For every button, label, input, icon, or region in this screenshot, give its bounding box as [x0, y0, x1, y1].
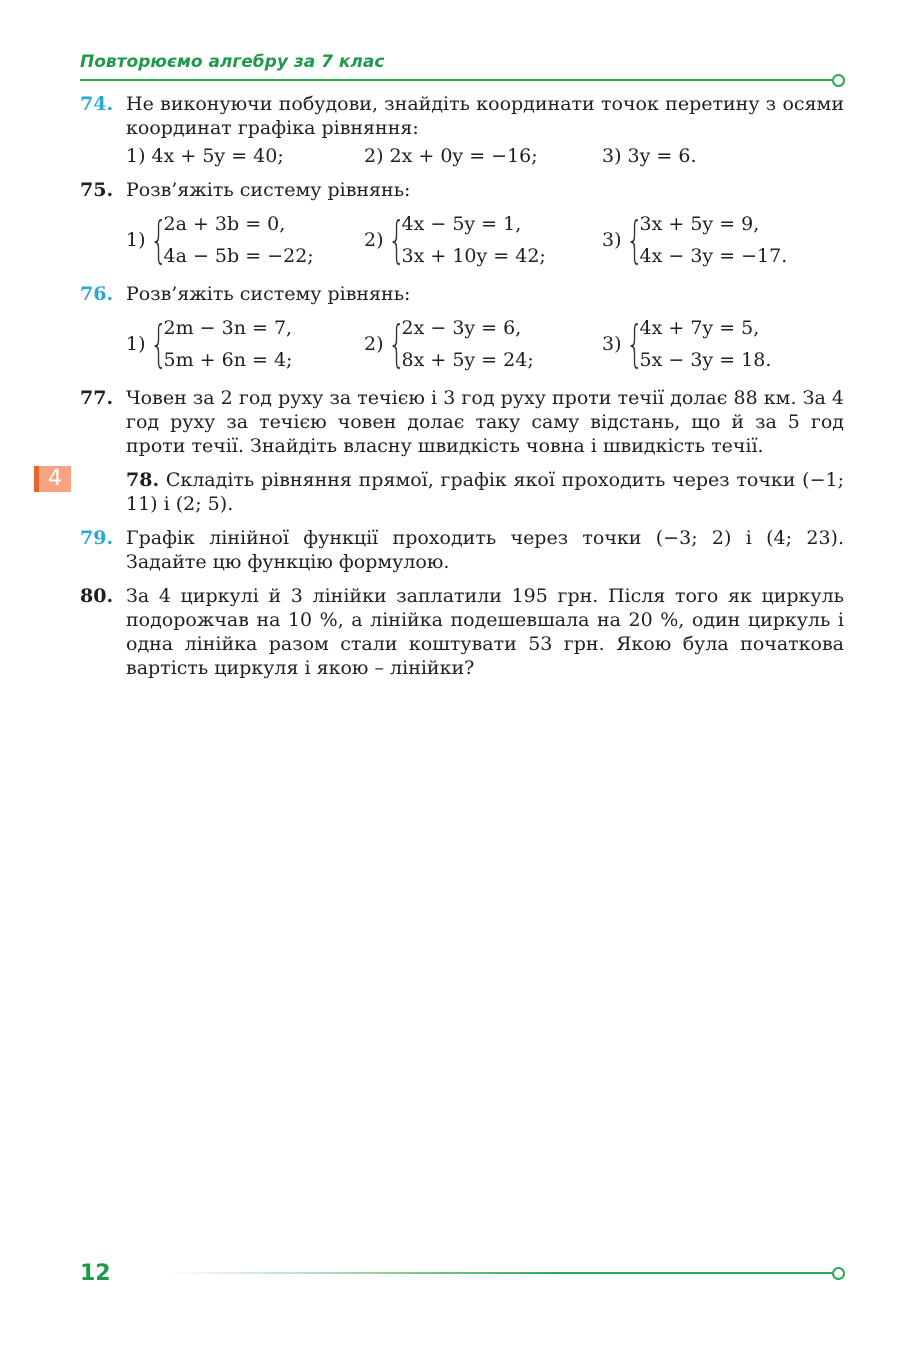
- option: 3) 3y = 6.: [602, 145, 697, 167]
- equation: 5m + 6n = 4;: [163, 349, 293, 371]
- task-text: [126, 468, 844, 516]
- system-label: 2): [364, 333, 384, 355]
- task-text: Графік лінійної функції проходить через точки (−3; 2) і (4; 23). Задайте цю функцію формулою.: [126, 527, 844, 573]
- task-text: Не виконуючи побудови, знайдіть координати точок перетину з осями координат графіка рівняння:: [126, 93, 844, 139]
- equation-system: [126, 208, 364, 272]
- task-78: [48, 466, 844, 516]
- equation: 4x + 7y = 5,: [639, 317, 760, 339]
- exercise-list: [48, 92, 844, 690]
- brace-icon: {: [149, 315, 168, 373]
- equation: 4x − 3y = −17.: [639, 245, 788, 267]
- task-77: [80, 386, 844, 458]
- system-label: 1): [126, 229, 146, 251]
- equation: 2m − 3n = 7,: [163, 317, 293, 339]
- task-number: 80.: [80, 585, 114, 607]
- page-header-title: Повторюємо алгебру за 7 клас: [80, 52, 385, 72]
- task-number: 74.: [80, 93, 114, 115]
- equation: 8x + 5y = 24;: [401, 349, 534, 371]
- header-ring-icon: [832, 74, 845, 87]
- task-number: 76.: [80, 283, 114, 305]
- equation-system: [602, 312, 840, 376]
- equation: 2a + 3b = 0,: [163, 213, 286, 235]
- equation: 3x + 10y = 42;: [401, 245, 546, 267]
- brace-icon: {: [387, 315, 406, 373]
- task-number: 75.: [80, 179, 114, 201]
- option: 2) 2x + 0y = −16;: [364, 145, 538, 167]
- task-76: [80, 282, 844, 376]
- footer-ring-icon: [832, 1267, 845, 1280]
- equation: 3x + 5y = 9,: [639, 213, 760, 235]
- equation: 2x − 3y = 6,: [401, 317, 522, 339]
- task-text: За 4 циркулі й 3 лінійки заплатили 195 грн. Після того як циркуль подорожчав на 10 %, а лінійка подешевшала на 20 %, один циркуль і одна лінійка разом стали коштувати 53 грн. Якою була початкова вартість циркуля і якою – лінійки?: [126, 585, 844, 679]
- task-number: 77.: [80, 387, 114, 409]
- header-rule: [80, 79, 832, 81]
- task-75: [80, 178, 844, 272]
- system-row: [126, 208, 844, 272]
- task-number: 79.: [80, 527, 114, 549]
- brace-icon: {: [387, 211, 406, 269]
- task-options: [126, 144, 844, 168]
- equation-system: [364, 312, 602, 376]
- system-label: 2): [364, 229, 384, 251]
- task-80: [80, 584, 844, 680]
- page-number: 12: [80, 1261, 111, 1286]
- task-text: Розв’яжіть систему рівнянь:: [126, 283, 411, 305]
- footer-rule: [165, 1272, 832, 1274]
- system-label: 1): [126, 333, 146, 355]
- brace-icon: {: [149, 211, 168, 269]
- option: 1) 4x + 5y = 40;: [126, 145, 284, 167]
- system-label: 3): [602, 229, 622, 251]
- task-74: [80, 92, 844, 168]
- equation-system: [364, 208, 602, 272]
- system-row: [126, 312, 844, 376]
- equation: 5x − 3y = 18.: [639, 349, 772, 371]
- equation: 4a − 5b = −22;: [163, 245, 314, 267]
- task-text: Розв’яжіть систему рівнянь:: [126, 179, 411, 201]
- brace-icon: {: [625, 211, 644, 269]
- equation-system: [126, 312, 364, 376]
- system-label: 3): [602, 333, 622, 355]
- difficulty-level-badge: 4: [34, 466, 71, 492]
- brace-icon: {: [625, 315, 644, 373]
- equation-system: [602, 208, 840, 272]
- task-number: 78.: [126, 469, 160, 491]
- task-body: Складіть рівняння прямої, графік якої проходить через точки (−1; 11) і (2; 5).: [126, 469, 844, 515]
- task-text: Човен за 2 год руху за течією і 3 год руху проти течії долає 88 км. За 4 год руху за течією човен долає таку саму відстань, що й за 5 год проти течії. Знайдіть власну швидкість човна і швидкість течії.: [126, 387, 844, 457]
- task-79: [80, 526, 844, 574]
- equation: 4x − 5y = 1,: [401, 213, 522, 235]
